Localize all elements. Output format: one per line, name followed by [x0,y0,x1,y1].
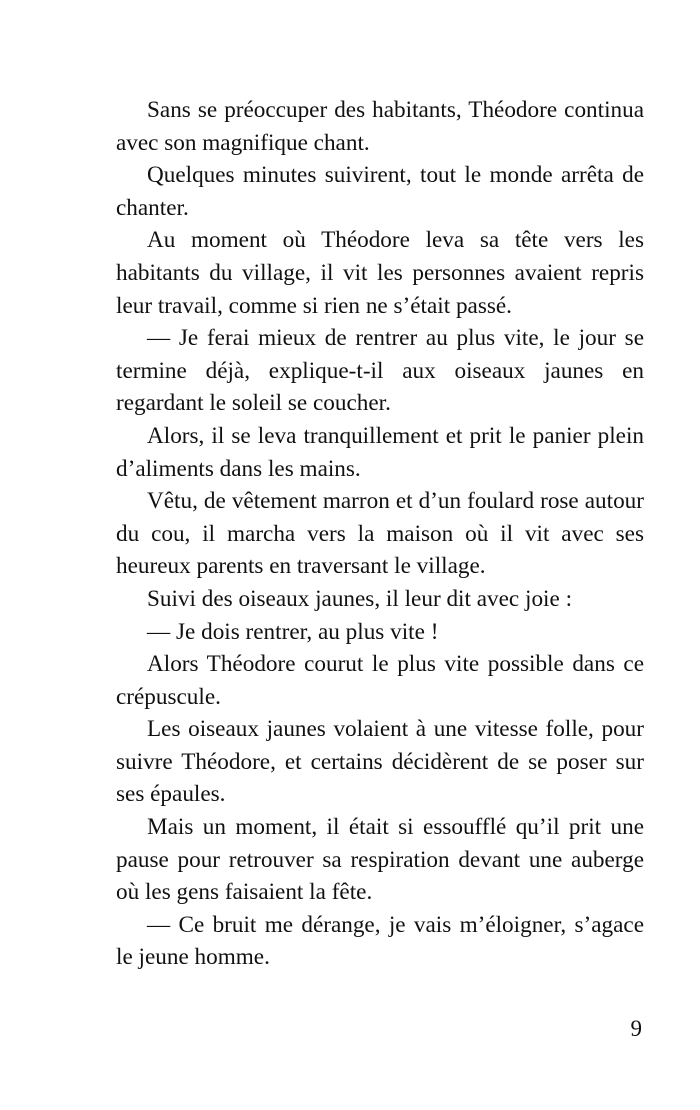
dialogue-paragraph: — Je ferai mieux de rentrer au plus vite, le jour se termine déjà, explique-t-il aux oiseaux jaunes en regardant le soleil se coucher. [116,325,644,417]
dialogue-paragraph: — Ce bruit me dérange, je vais m’éloigner, s’agace le jeune homme. [116,911,644,971]
paragraph: Quelques minutes suivirent, tout le monde arrêta de chanter. [116,162,644,221]
dialogue-paragraph: — Je dois rentrer, au plus vite ! [147,618,439,645]
paragraph: Suivi des oiseaux jaunes, il leur dit avec joie : [147,585,573,612]
paragraph: Alors, il se leva tranquillement et prit le panier plein d’aliments dans les mains. [116,422,644,482]
page-number: 9 [630,1016,642,1041]
paragraph: Sans se préoccuper des habitants, Théodore continua avec son magnifique chant. [116,97,644,156]
paragraph: Alors Théodore courut le plus vite possible dans ce crépuscule. [116,651,644,710]
paragraph: Vêtu, de vêtement marron et d’un foulard rose autour du cou, il marcha vers la maison où il vit avec ses heureux parents en traversant le village. [116,488,644,580]
body-text [116,94,644,974]
paragraph: Les oiseaux jaunes volaient à une vitesse folle, pour suivre Théodore, et certains décidèrent de se poser sur ses épaules. [116,716,644,808]
paragraph: Au moment où Théodore leva sa tête vers les habitants du village, il vit les personnes avaient repris leur travail, comme si rien ne s’était passé. [116,227,644,319]
paragraph: Mais un moment, il était si essoufflé qu’il prit une pause pour retrouver sa respiration devant une auberge où les gens faisaient la fête. [116,814,644,906]
